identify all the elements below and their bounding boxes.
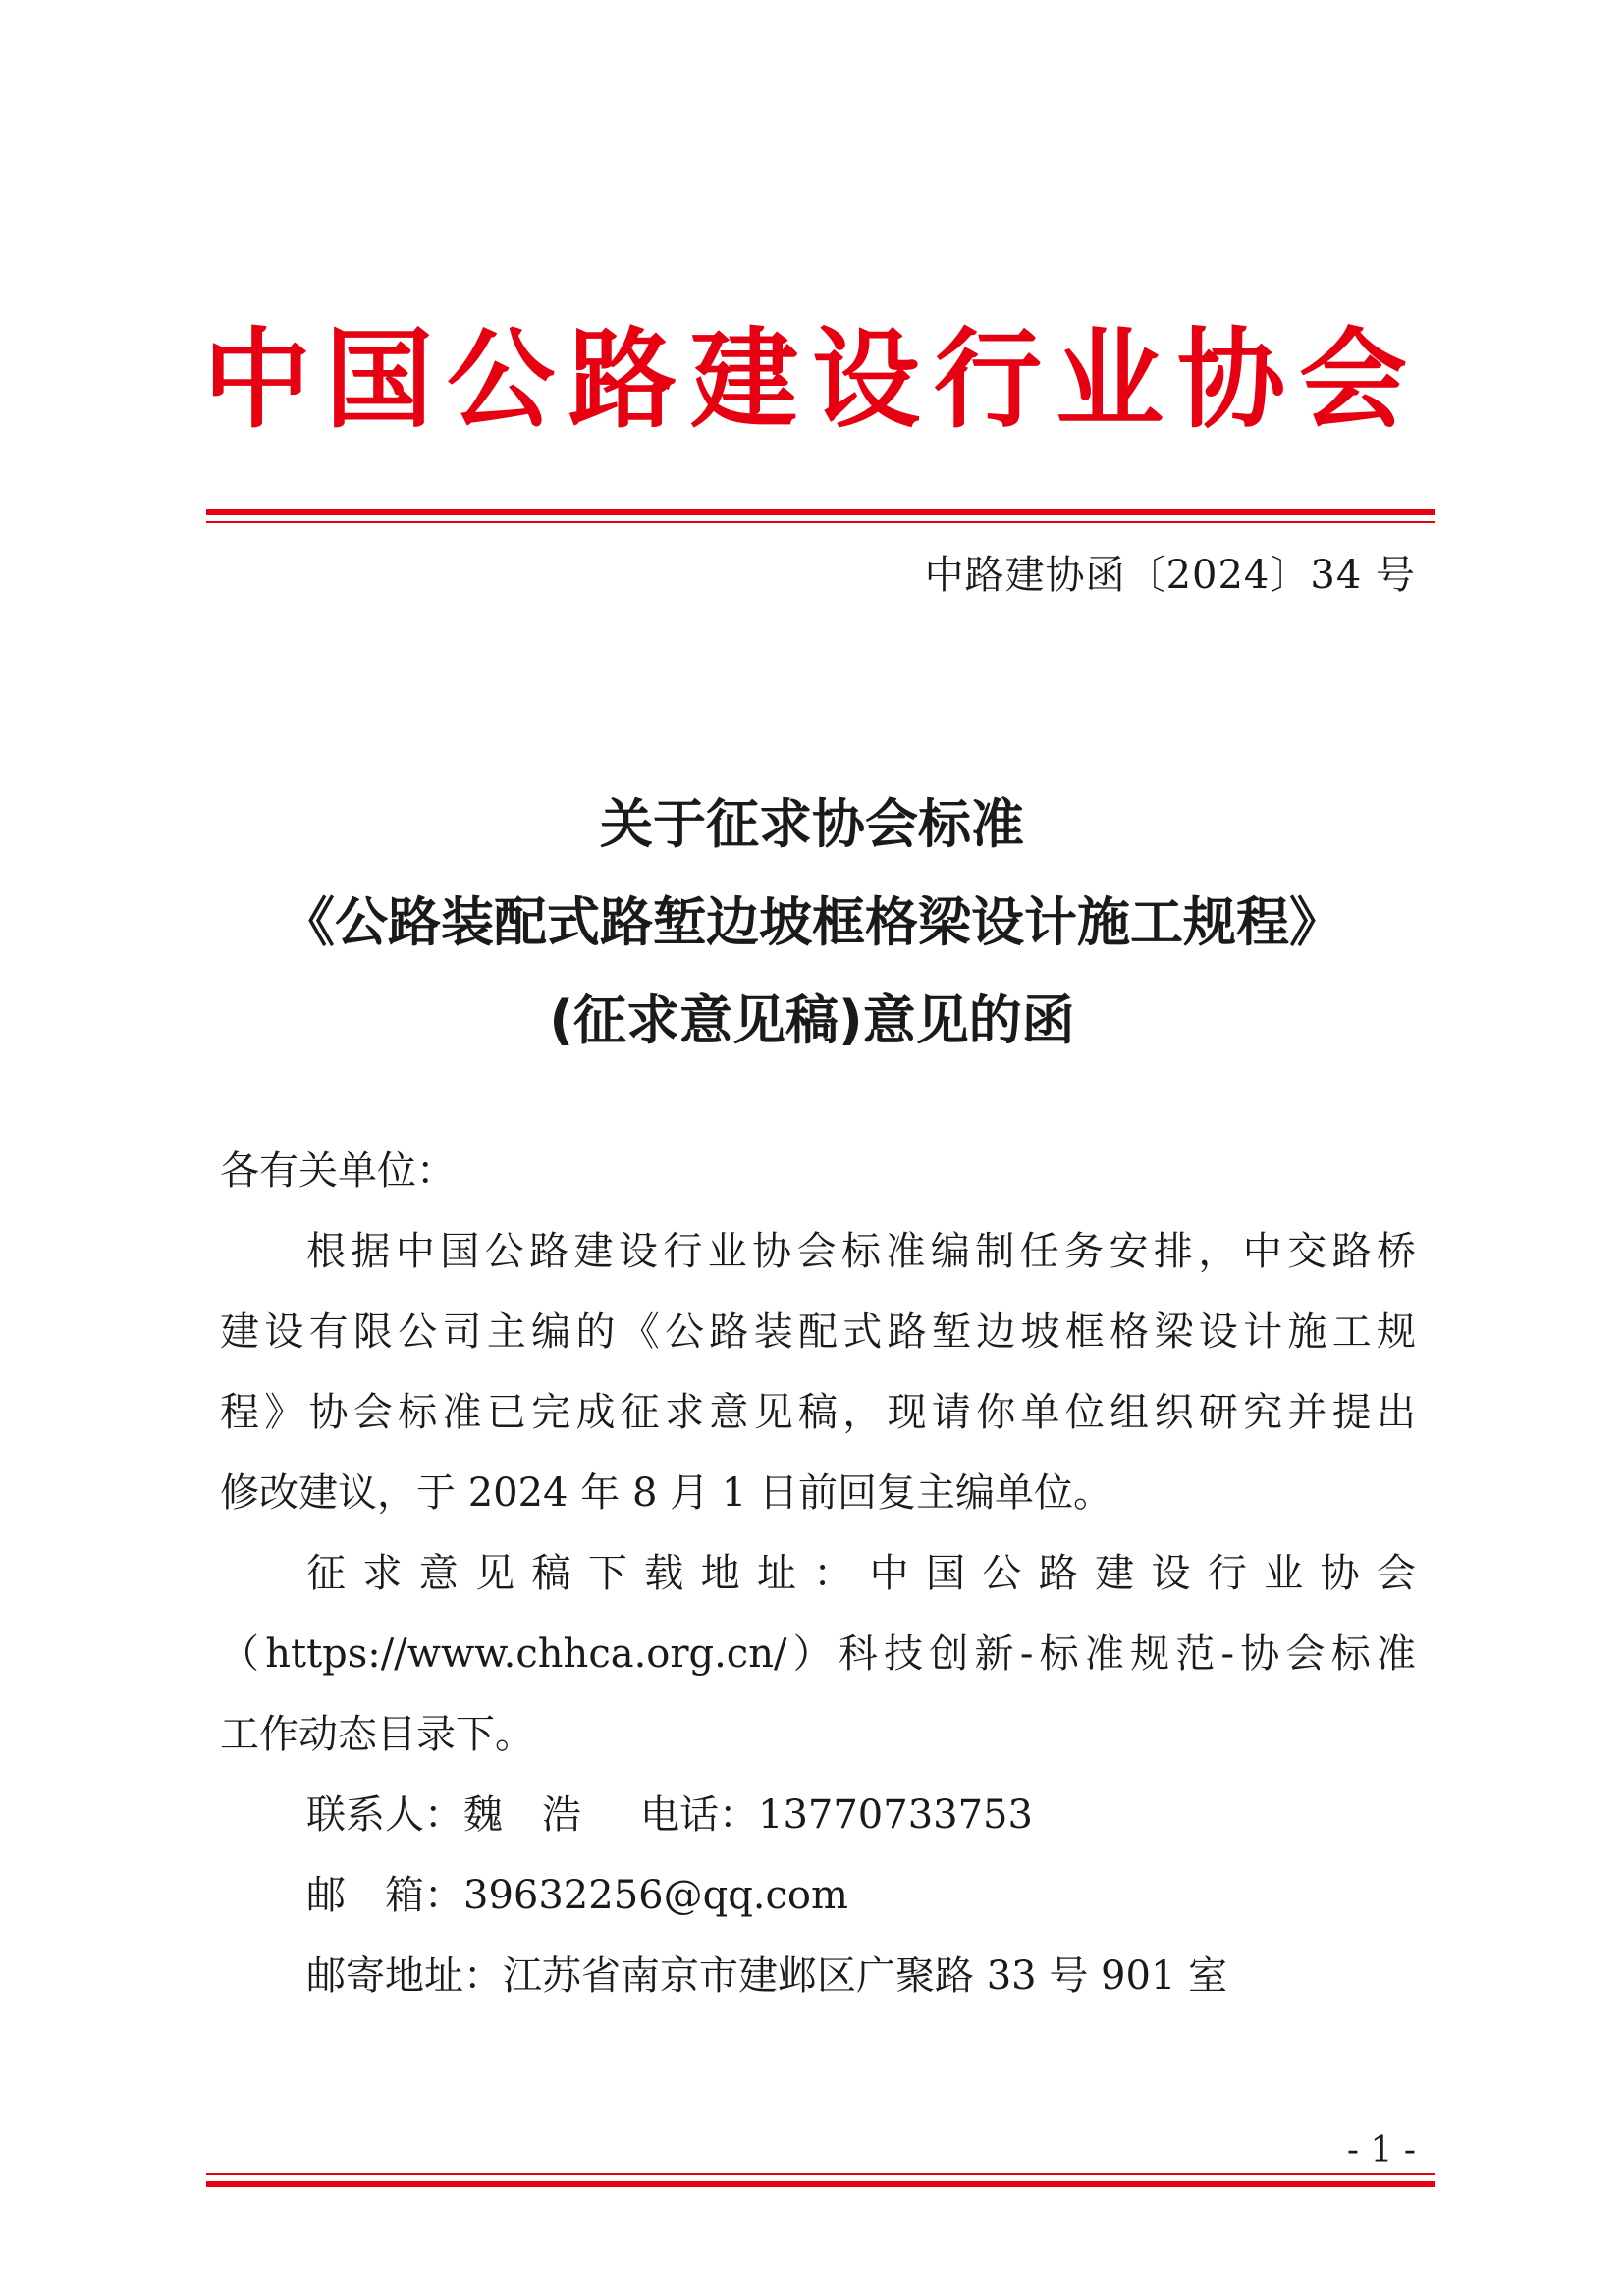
footer-rule-thick (206, 2181, 1435, 2187)
header-rule-thin (206, 521, 1435, 523)
title-line-1: 关于征求协会标准 (600, 793, 1024, 855)
paragraph-1-line-4: 修改建议，于 2024 年 8 月 1 日前回复主编单位。 (220, 1470, 1112, 1516)
paragraph-1-line-2: 建设有限公司主编的《公路装配式路堑边坡框格梁设计施工规 (220, 1309, 1416, 1355)
paragraph-2-line-2: （https://www.chhca.org.cn/）科技创新-标准规范-协会标准 (220, 1631, 1416, 1677)
document-title (0, 775, 1624, 1070)
title-line-3: (征求意见稿)意见的函 (549, 989, 1075, 1051)
contact-line (220, 1775, 1416, 1855)
document-number: 中路建协函〔2024〕34 号 (924, 553, 1416, 598)
paragraph-1-line-1: 根据中国公路建设行业协会标准编制任务安排，中交路桥 (306, 1229, 1416, 1274)
paragraph-2-line-3: 工作动态目录下。 (220, 1712, 534, 1757)
paragraph-1-line-3: 程》协会标准已完成征求意见稿，现请你单位组织研究并提出 (220, 1390, 1416, 1435)
footer-rule-thin (206, 2173, 1435, 2175)
page-number: - 1 - (1346, 2130, 1416, 2170)
letter-body (220, 1131, 1416, 2016)
paragraph-2-line-1: 征求意见稿下载地址：中国公路建设行业协会 (306, 1551, 1416, 1596)
contact-email: 邮 箱：39632256@qq.com (306, 1873, 848, 1918)
title-line-2: 《公路装配式路堑边坡框格梁设计施工规程》 (282, 891, 1342, 953)
contact-phone: 电话：13770733753 (640, 1792, 1033, 1838)
mailing-address: 邮寄地址：江苏省南京市建邺区广聚路 33 号 901 室 (306, 1953, 1228, 1999)
header-rule-thick (206, 509, 1435, 515)
salutation: 各有关单位： (220, 1148, 456, 1194)
contact-person: 联系人：魏 浩 (306, 1792, 581, 1838)
organization-title: 中国公路建设行业协会 (203, 317, 1421, 443)
